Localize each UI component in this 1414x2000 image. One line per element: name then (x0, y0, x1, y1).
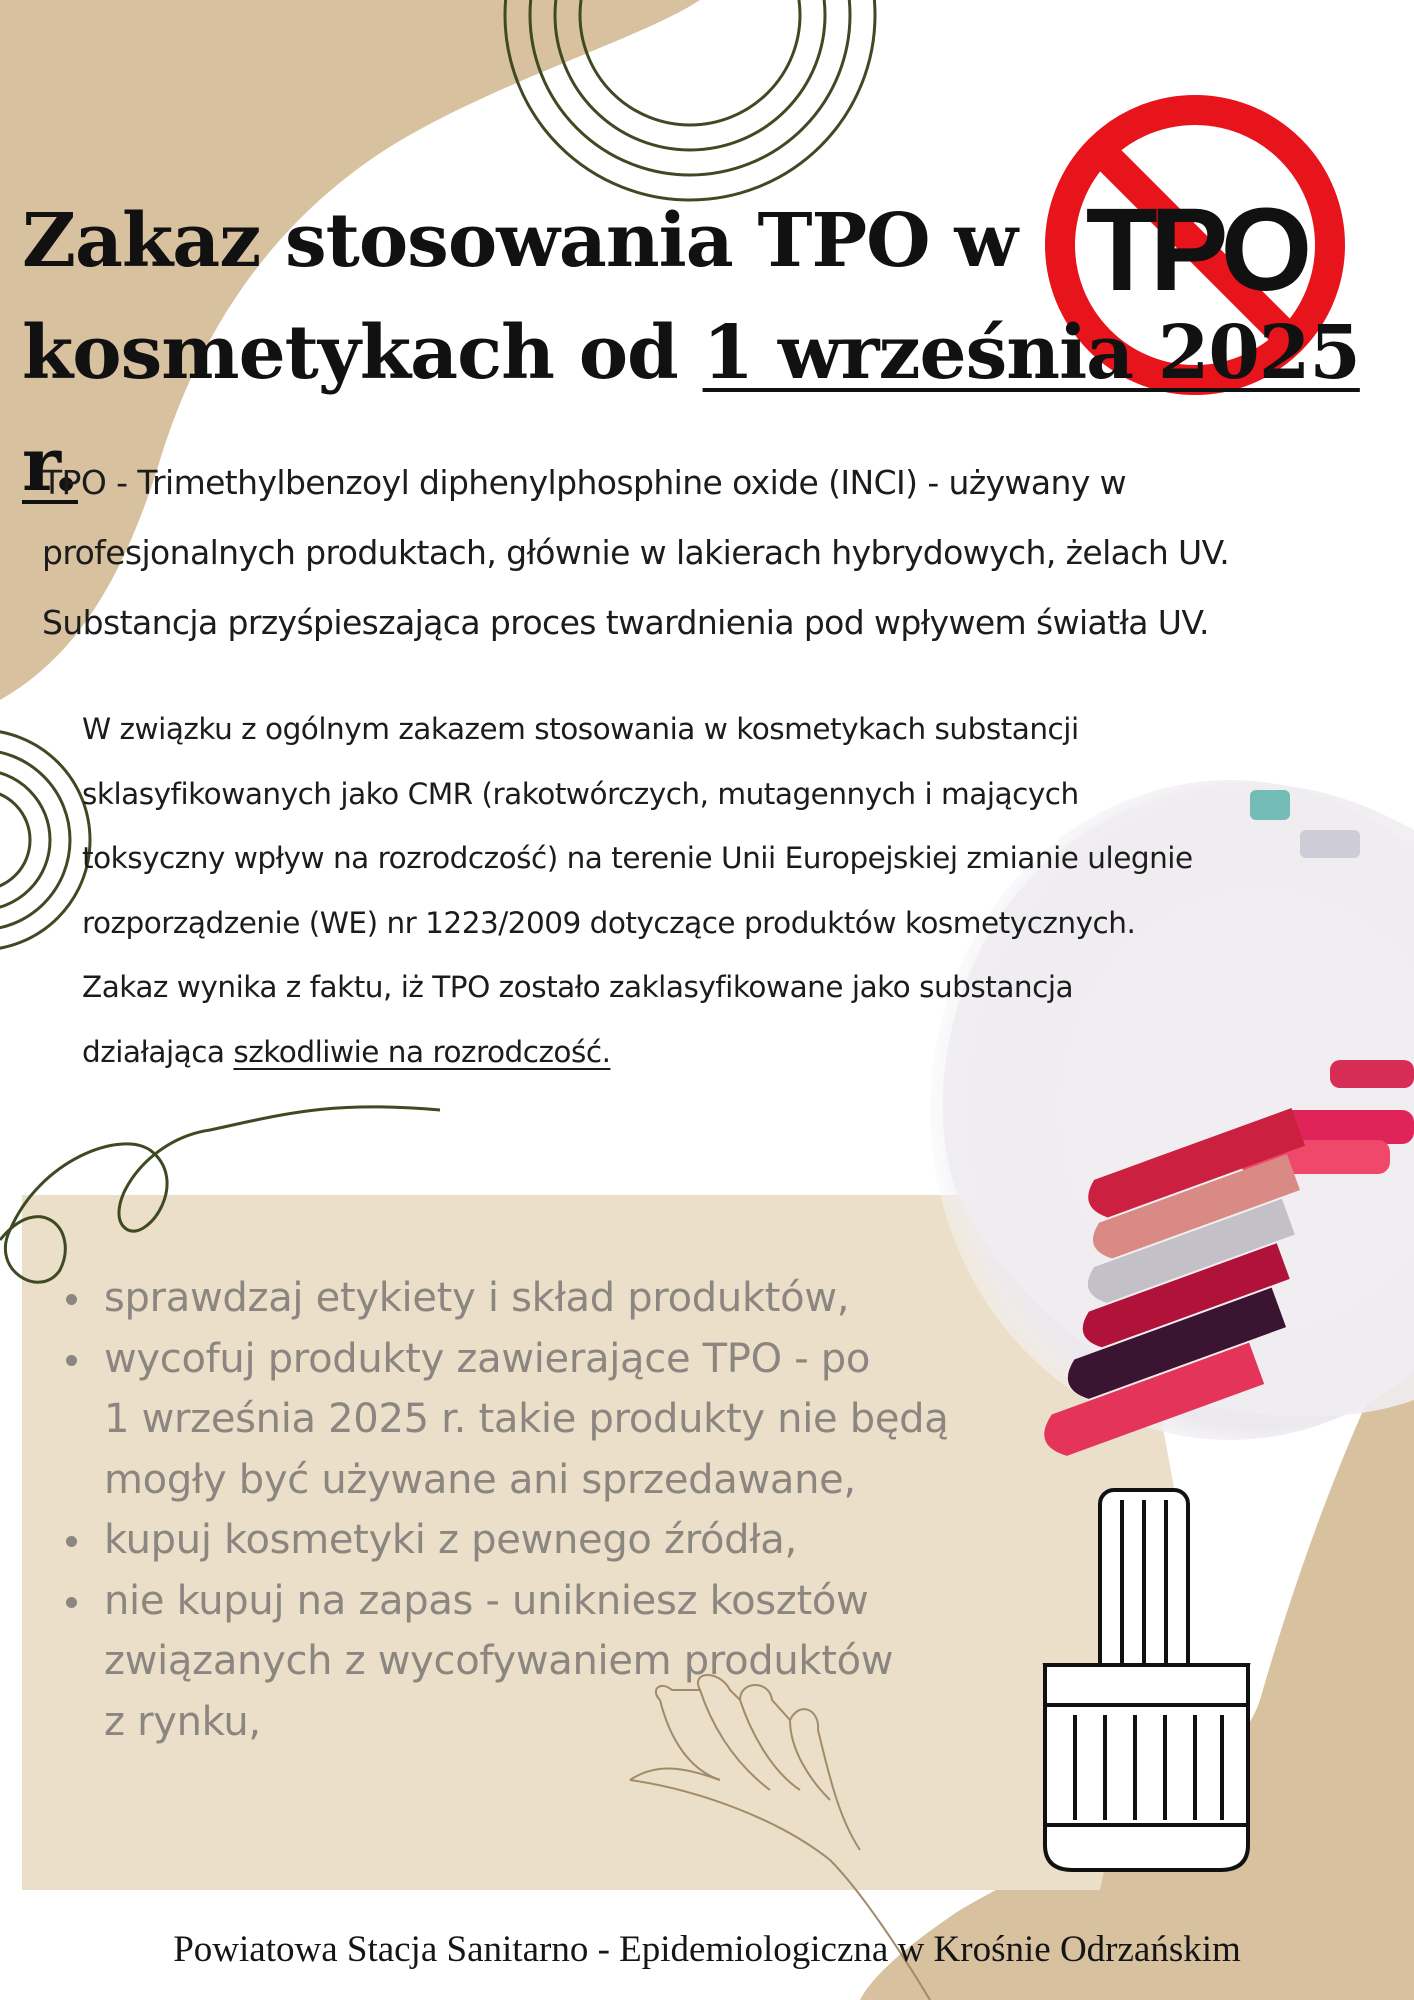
title-line-2-prefix: kosmetykach od (22, 310, 703, 396)
intro-line: Substancja przyśpieszająca proces twardnienia pod wpływem światła UV. (42, 603, 1209, 642)
body-underlined-phrase: szkodliwie na rozrodczość. (233, 1034, 611, 1069)
body-line: działająca (82, 1034, 234, 1069)
tip-line: mogły być używane ani sprzedawane, (104, 1456, 856, 1503)
body-line: rozporządzenie (WE) nr 1223/2009 dotyczące produktów kosmetycznych. (82, 905, 1136, 940)
list-item (58, 1571, 1038, 1753)
body-line: sklasyfikowanych jako CMR (rakotwórczych, mutagennych i mających (82, 776, 1079, 811)
tips-list (58, 1268, 1038, 1752)
concentric-arcs-left (0, 730, 90, 950)
tip-line: związanych z wycofywaniem produktów (104, 1638, 894, 1684)
intro-line: TPO - Trimethylbenzoyl diphenylphosphine oxide (INCI) - używany w (42, 463, 1127, 502)
tip-line: z rynku, (104, 1698, 261, 1745)
title-date: 1 września 2025 r. (22, 310, 1360, 508)
tip-line: nie kupuj na zapas - unikniesz kosztów (104, 1577, 869, 1624)
badge-text: TPO (1085, 184, 1305, 316)
tip-line: sprawdzaj etykiety i skład produktów, (104, 1275, 850, 1321)
footer-organization: Powiatowa Stacja Sanitarno - Epidemiologiczna w Krośnie Odrzańskim (173, 1929, 1241, 1970)
body-line: Zakaz wynika z faktu, iż TPO zostało zaklasyfikowane jako substancja (82, 970, 1074, 1005)
list-item (58, 1268, 1038, 1329)
bullet-icon (66, 1294, 77, 1305)
tip-line: 1 września 2025 r. takie produkty nie będą (104, 1396, 949, 1442)
title-line-1: Zakaz stosowania TPO w (22, 198, 1018, 284)
bullet-icon (66, 1597, 77, 1608)
intro-paragraph (42, 448, 1382, 658)
body-line: toksyczny wpływ na rozrodczość) na terenie Unii Europejskiej zmianie ulegnie (82, 841, 1193, 876)
list-item (58, 1510, 1038, 1571)
tip-line: kupuj kosmetyki z pewnego źródła, (104, 1517, 797, 1563)
tip-line: wycofuj produkty zawierające TPO - po (104, 1335, 871, 1382)
intro-line: profesjonalnych produktach, głównie w lakierach hybrydowych, żelach UV. (42, 533, 1230, 572)
body-line: W związku z ogólnym zakazem stosowania w kosmetykach substancji (82, 712, 1079, 746)
body-paragraph (82, 697, 1372, 1085)
bullet-icon (66, 1355, 77, 1366)
bullet-icon (66, 1536, 77, 1547)
list-item (58, 1329, 1038, 1511)
